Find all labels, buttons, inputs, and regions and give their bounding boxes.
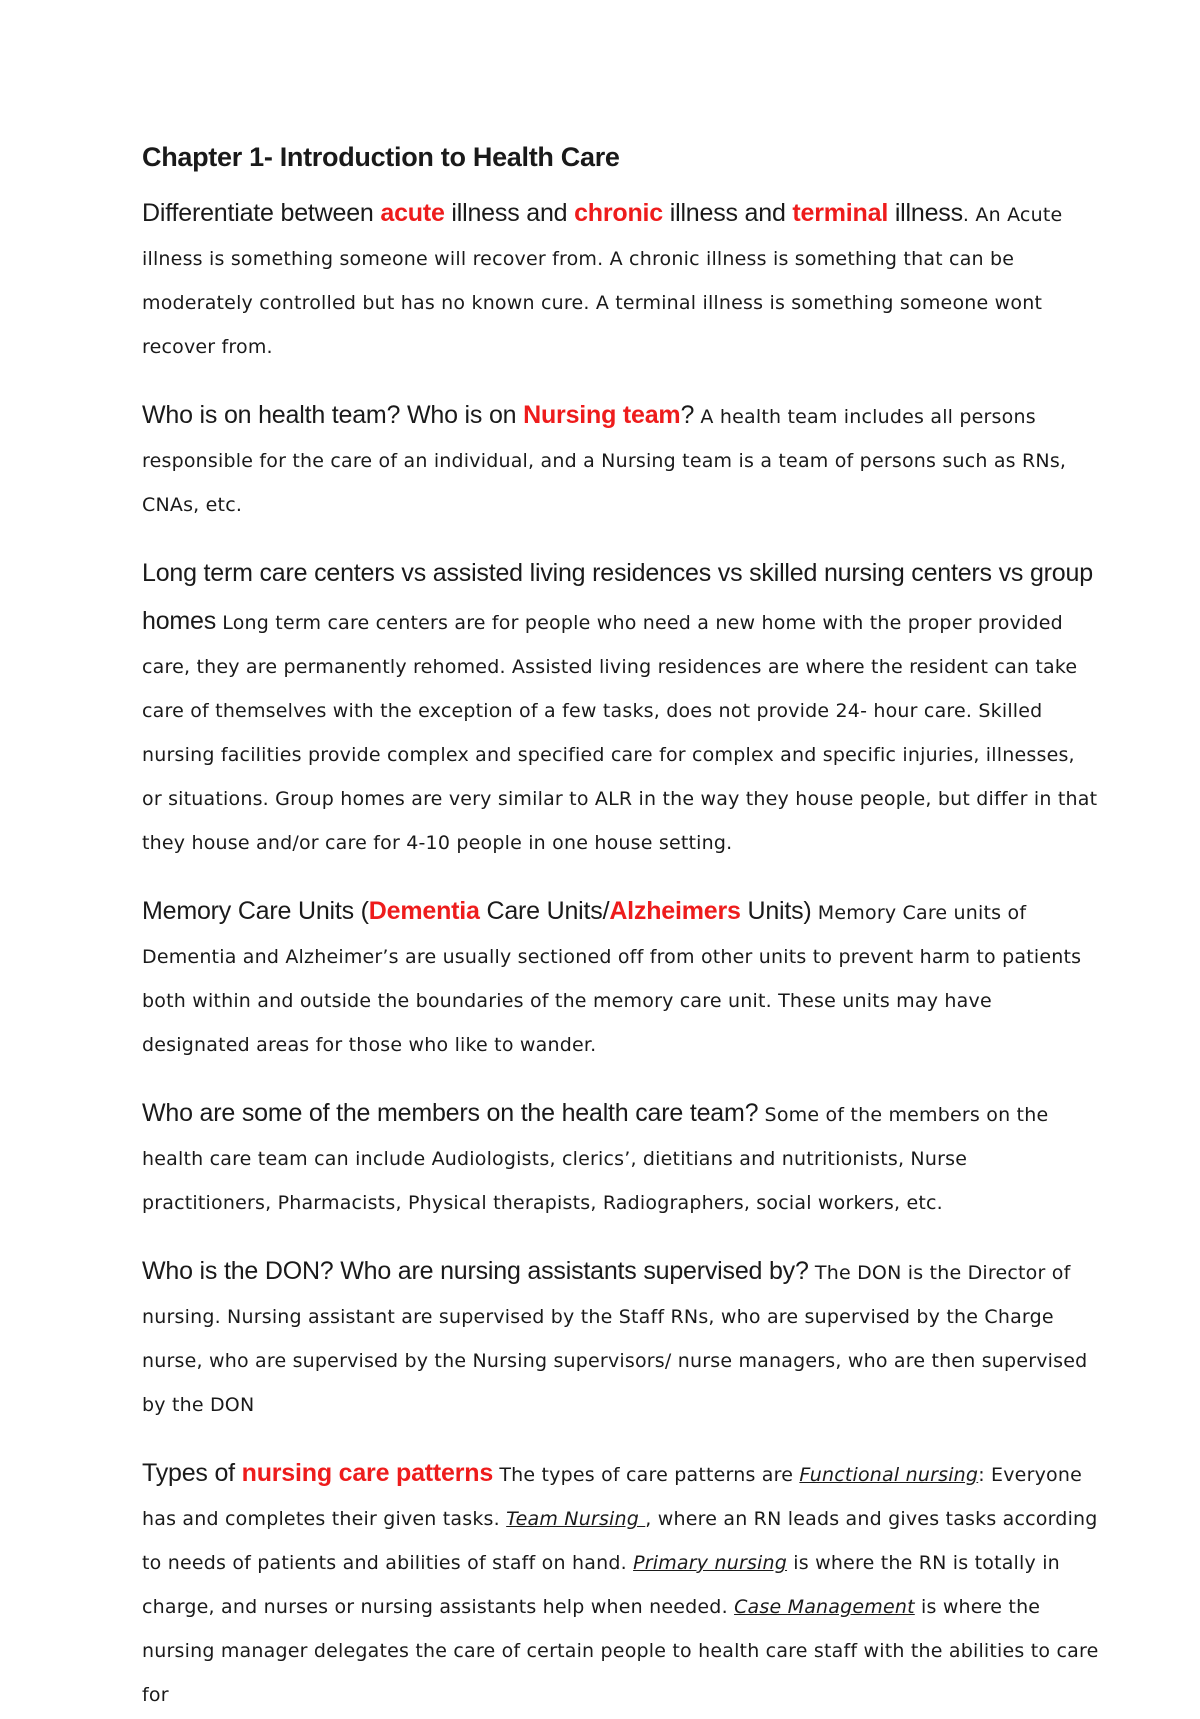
section-illness-types [142, 191, 1100, 371]
keyword-dementia: Dementia [368, 897, 480, 925]
term-case-management: Case Management [734, 1596, 915, 1618]
heading-text: Units) [740, 897, 812, 925]
section-health-team [142, 393, 1100, 529]
chapter-title: Chapter 1- Introduction to Health Care [142, 142, 620, 172]
heading-text: Who is the DON? Who are nursing assistants supervised by? [142, 1257, 809, 1285]
heading-text: Types of [142, 1459, 242, 1487]
heading-text: illness and [663, 199, 793, 227]
section-body: Long term care centers are for people who need a new home with the proper provided care, they are permanently rehomed. Assisted living residences are where the resident can take care of themselves with the exception of a few tasks, does not provide 24- hour care. Skilled nursing facilities provide complex and specified care for complex and specific injuries, illnesses, or situations. Group homes are very similar to ALR in the way they house people, but differ in that they house and/or care for 4-10 people in one house setting. [142, 612, 1098, 854]
heading-text: ? [680, 401, 695, 429]
keyword-nursing-care-patterns: nursing care patterns [241, 1459, 494, 1487]
keyword-alzheimers: Alzheimers [609, 897, 741, 925]
heading-text: Who is on health team? Who is on [142, 401, 524, 429]
section-body: is where the nursing manager delegates the care of certain people to health care staff with the abilities to care for [142, 1596, 1099, 1706]
section-don [142, 1249, 1100, 1429]
section-body: The types of care patterns are [493, 1464, 800, 1486]
heading-text: illness [888, 199, 963, 227]
section-care-centers [142, 551, 1100, 867]
section-body: The DON is the Director of nursing. Nursing assistant are supervised by the Staff RNs, who are supervised by the Charge nurse, who are supervised by the Nursing supervisors/ nurse managers, who are then supervised by the DON [142, 1262, 1088, 1416]
heading-text: Differentiate between [142, 199, 381, 227]
section-body: Memory Care units of Dementia and Alzheimer’s are usually sectioned off from other units to prevent harm to patients both within and outside the boundaries of the memory care unit. These units may have designated areas for those who like to wander. [142, 902, 1082, 1056]
heading-text: Who are some of the members on the health care team? [142, 1099, 759, 1127]
section-body: Some of the members on the health care team can include Audiologists, clerics’, dietitians and nutritionists, Nurse practitioners, Pharmacists, Physical therapists, Radiographers, social workers, etc. [142, 1104, 1049, 1214]
heading-text: Long term care centers vs assisted living residences vs skilled nursing centers vs group homes [142, 559, 1093, 635]
section-team-members [142, 1091, 1100, 1227]
term-team-nursing: Team Nursing [506, 1508, 646, 1530]
heading-text: illness and [444, 199, 575, 227]
section-memory-care [142, 889, 1100, 1069]
section-body: is where the RN is totally in charge, and nurses or nursing assistants help when needed. [142, 1552, 1060, 1618]
section-body: . An Acute illness is something someone will recover from. A chronic illness is something that can be moderately controlled but has no known cure. A terminal illness is something someone wont recover from. [142, 204, 1063, 358]
section-body: , where an RN leads and gives tasks according to needs of patients and abilities of staff on hand. [142, 1508, 1098, 1574]
keyword-chronic: chronic [574, 199, 663, 227]
heading-text: Care Units/ [479, 897, 610, 925]
section-body: A health team includes all persons responsible for the care of an individual, and a Nursing team is a team of persons such as RNs, CNAs, etc. [142, 406, 1067, 516]
term-primary-nursing: Primary nursing [633, 1552, 788, 1574]
section-body: : Everyone has and completes their given tasks. [142, 1464, 1082, 1530]
keyword-acute: acute [380, 199, 445, 227]
keyword-terminal: terminal [792, 199, 889, 227]
term-functional-nursing: Functional nursing [799, 1464, 979, 1486]
heading-text: Memory Care Units ( [142, 897, 369, 925]
keyword-nursing-team: Nursing team [523, 401, 681, 429]
section-care-patterns [142, 1451, 1100, 1719]
